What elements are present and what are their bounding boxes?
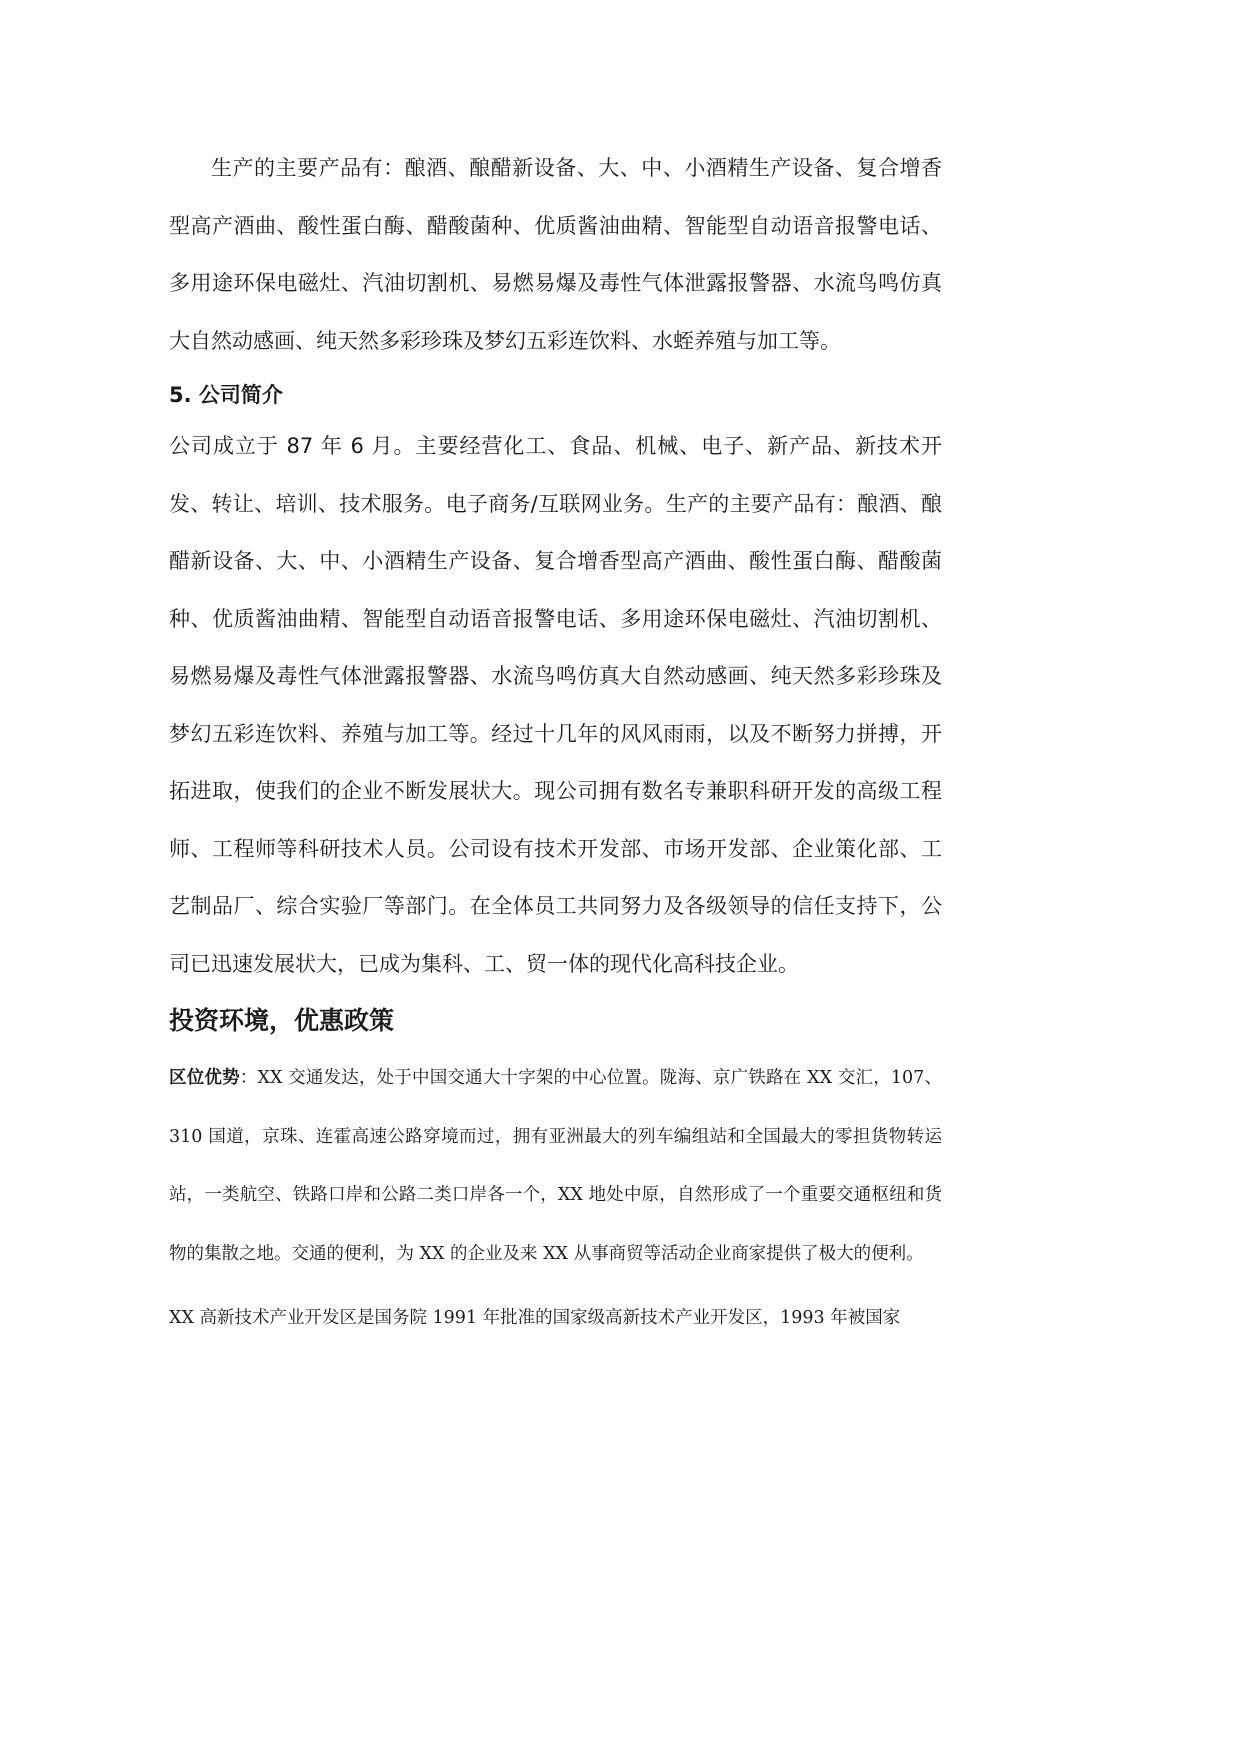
company-profile-paragraph: 公司成立于 87 年 6 月。主要经营化工、食品、机械、电子、新产品、新技术开发、转让、培训、技术服务。电子商务/互联网业务。生产的主要产品有：酿酒、酿醋新设备、大、中、小酒精生产设备、复合增香型高产酒曲、酸性蛋白酶、醋酸菌种、优质酱油曲精、智能型自动语音报警电话、多用途环保电磁灶、汽油切割机、易燃易爆及毒性气体泄露报警器、水流鸟鸣仿真大自然动感画、纯天然多彩珍珠及梦幻五彩连饮料、养殖与加工等。经过十几年的风风雨雨，以及不断努力拼搏，开拓进取，使我们的企业不断发展状大。现公司拥有数名专兼职科研开发的高级工程师、工程师等科研技术人员。公司设有技术开发部、市场开发部、企业策化部、工艺制品厂、综合实验厂等部门。在全体员工共同努力及各级领导的信任支持下，公司已迅速发展状大，已成为集科、工、贸一体的现代化高科技企业。 [169,434,942,976]
location-advantage-paragraph [169,1049,942,1283]
location-advantage-text: ：XX 交通发达，处于中国交通大十字架的中心位置。陇海、京广铁路在 XX 交汇，107、310 国道，京珠、连霍高速公路穿境而过，拥有亚洲最大的列车编组站和全国最大的零担货物转运站，一类航空、铁路口岸和公路二类口岸各一个，XX 地处中原，自然形成了一个重要交通枢纽和货物的集散之地。交通的便利，为 XX 的企业及来 XX 从事商贸等活动企业商家提供了极大的便利。 [169,1068,943,1264]
location-advantage-label: 区位优势 [169,1068,240,1088]
products-paragraph: 生产的主要产品有：酿酒、酿醋新设备、大、中、小酒精生产设备、复合增香型高产酒曲、酸性蛋白酶、醋酸菌种、优质酱油曲精、智能型自动语音报警电话、多用途环保电磁灶、汽油切割机、易燃易爆及毒性气体泄露报警器、水流鸟鸣仿真大自然动感画、纯天然多彩珍珠及梦幻五彩连饮料、水蛭养殖与加工等。 [169,156,942,353]
hightech-zone-paragraph: XX 高新技术产业开发区是国务院 1991 年批准的国家级高新技术产业开发区，1993 年被国家 [169,1308,901,1329]
document-page [169,140,942,1348]
section-heading-company-profile: 5. 公司简介 [169,383,283,407]
section-heading-investment: 投资环境，优惠政策 [169,1006,395,1035]
